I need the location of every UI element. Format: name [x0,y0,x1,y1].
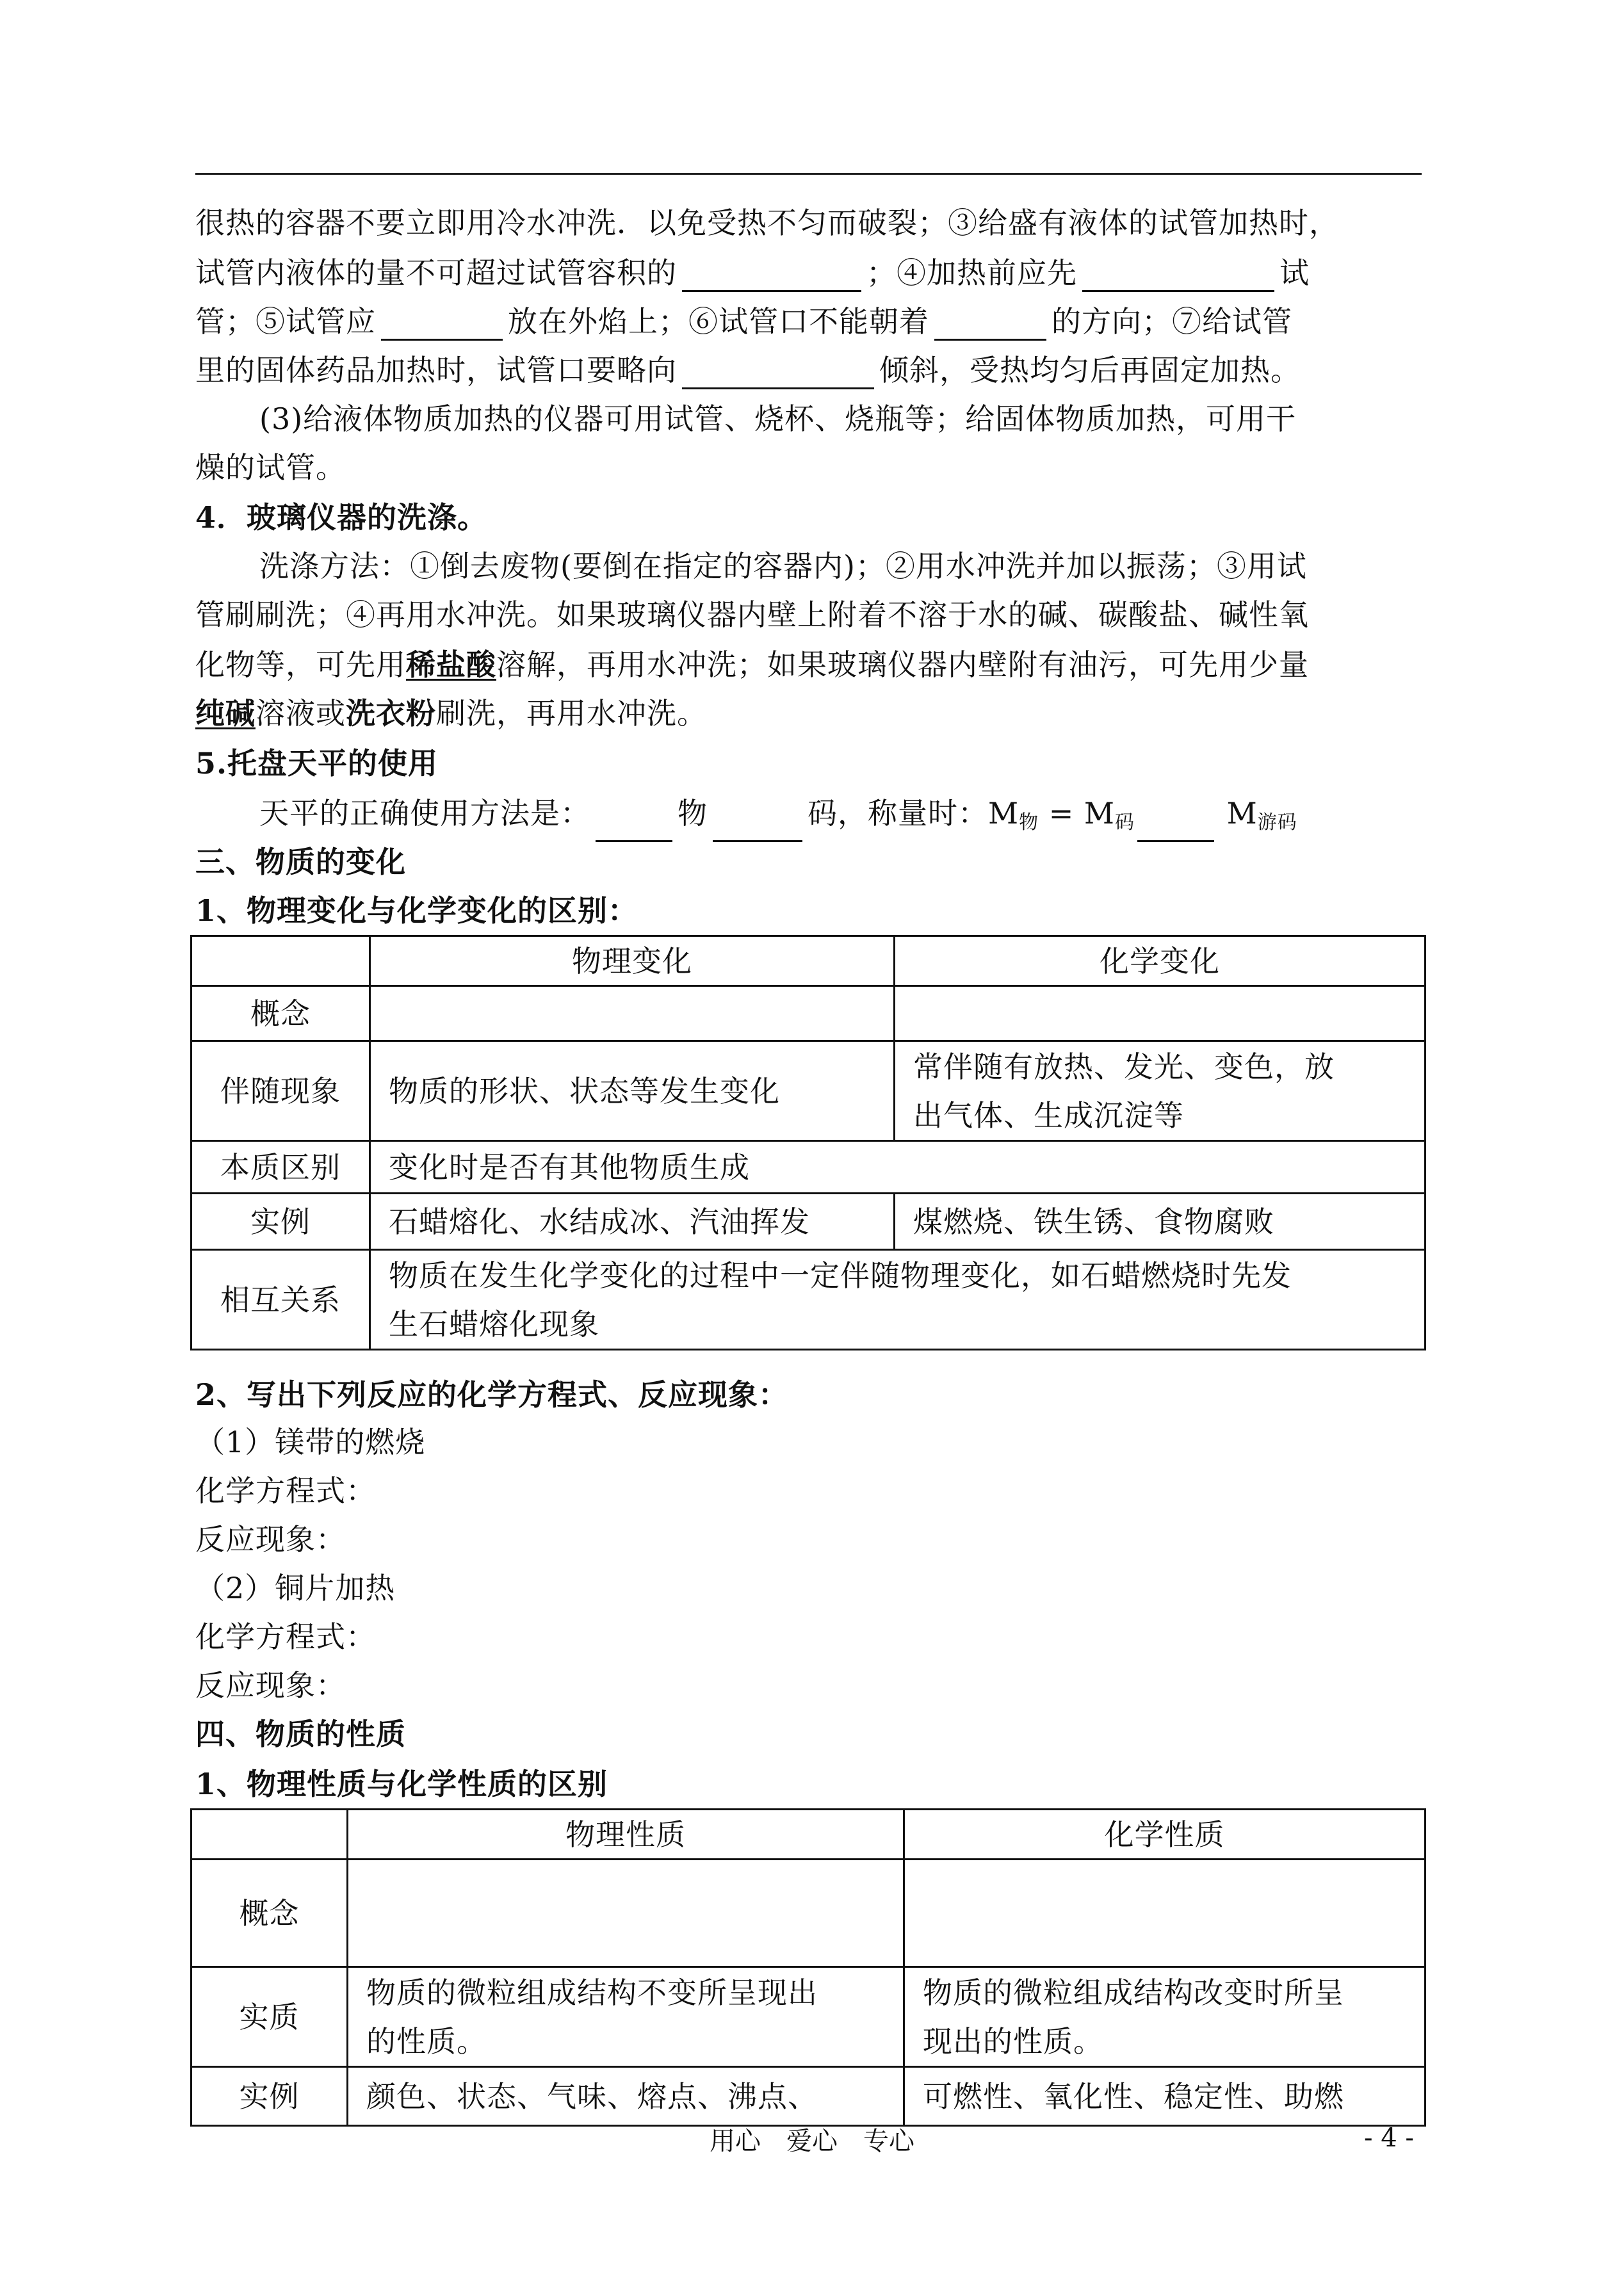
table-cell: 石蜡熔化、水结成冰、汽油挥发 [370,1194,895,1250]
table-cell: 煤燃烧、铁生锈、食物腐败 [895,1194,1425,1250]
table-cell: 物质的微粒组成结构不变所呈现出 的性质。 [348,1967,904,2067]
paragraph-line: 化物等，可先用稀盐酸溶解，再用水冲洗；如果玻璃仪器内壁附有油污，可先用少量 [195,647,1309,682]
table-cell [191,1810,348,1860]
blank [381,308,503,341]
subsection-heading: 1、物理变化与化学变化的区别： [195,893,638,928]
table-cell [895,986,1425,1041]
section-heading: 4．玻璃仪器的洗涤。 [195,500,488,535]
row-label: 本质区别 [191,1141,370,1194]
section-heading: 5.托盘天平的使用 [195,746,439,781]
table-header: 物理性质 [348,1810,904,1860]
blank [682,259,861,292]
phenomenon-label: 反应现象： [195,1522,346,1557]
row-label: 概念 [191,986,370,1041]
paragraph-line: (3)给液体物质加热的仪器可用试管、烧杯、烧瓶等；给固体物质加热，可用干 [259,401,1297,436]
blank [1137,809,1214,842]
table-cell: 可燃性、氧化性、稳定性、助燃 [904,2067,1425,2126]
table-header: 物理变化 [370,936,895,986]
phenomenon-label: 反应现象： [195,1668,346,1703]
equation-label: 化学方程式： [195,1619,376,1654]
page-number: - 4 - [1364,2123,1414,2153]
paragraph-line: 很热的容器不要立即用冷水冲洗．以免受热不匀而破裂；③给盛有液体的试管加热时， [195,206,1339,240]
table-cell [191,936,370,986]
row-label: 实例 [191,1194,370,1250]
table-cell: 物质在发生化学变化的过程中一定伴随物理变化，如石蜡燃烧时先发 生石蜡熔化现象 [370,1250,1425,1350]
subsection-heading: 2、写出下列反应的化学方程式、反应现象： [195,1377,789,1412]
subsection-heading: 1、物理性质与化学性质的区别 [195,1767,608,1801]
footer-motto: 用心 爱心 专心 [710,2127,914,2156]
paragraph-line: 里的固体药品加热时，试管口要略向 倾斜，受热均匀后再固定加热。 [195,351,1422,389]
row-label: 实例 [191,2067,348,2126]
table-header: 化学性质 [904,1810,1425,1860]
paragraph-line: 试管内液体的量不可超过试管容积的 ；④加热前应先 试 [195,254,1422,292]
blank [934,308,1046,341]
paragraph-line: 洗涤方法：①倒去废物(要倒在指定的容器内)；②用水冲洗并加以振荡；③用试 [259,549,1307,583]
table-cell: 常伴随有放热、发光、变色，放 出气体、生成沉淀等 [895,1041,1425,1141]
change-comparison-table [190,935,1426,1350]
table-cell [348,1860,904,1967]
paragraph-line: 天平的正确使用方法是： 物 码，称量时：$M_物 = M_码$ $M_{游码}$ [259,794,1422,842]
paragraph-line: 管刷刷洗；④再用水冲洗。如果玻璃仪器内壁上附着不溶于水的碱、碳酸盐、碱性氧 [195,597,1309,632]
section-heading: 四、物质的性质 [195,1717,406,1751]
blank [1082,259,1274,292]
row-label: 相互关系 [191,1250,370,1350]
paragraph-line: 管；⑤试管应 放在外焰上；⑥试管口不能朝着 的方向；⑦给试管 [195,302,1422,341]
equation-label: 化学方程式： [195,1473,376,1508]
table-cell [370,986,895,1041]
table-cell: 物质的形状、状态等发生变化 [370,1041,895,1141]
table-cell: 变化时是否有其他物质生成 [370,1141,1425,1194]
row-label: 概念 [191,1860,348,1967]
row-label: 实质 [191,1967,348,2067]
property-comparison-table [190,1808,1426,2127]
blank [682,357,874,389]
paragraph-line: 纯碱溶液或洗衣粉刷洗，再用水冲洗。 [195,696,707,731]
table-cell: 物质的微粒组成结构改变时所呈 现出的性质。 [904,1967,1425,2067]
question: （1）镁带的燃烧 [195,1425,426,1459]
header-rule [195,173,1422,175]
blank [713,809,802,842]
question: （2）铜片加热 [195,1571,396,1605]
table-cell [904,1860,1425,1967]
paragraph-line: 燥的试管。 [195,450,346,485]
section-heading: 三、物质的变化 [195,845,406,879]
table-header: 化学变化 [895,936,1425,986]
row-label: 伴随现象 [191,1041,370,1141]
blank [596,809,672,842]
table-cell: 颜色、状态、气味、熔点、沸点、 [348,2067,904,2126]
